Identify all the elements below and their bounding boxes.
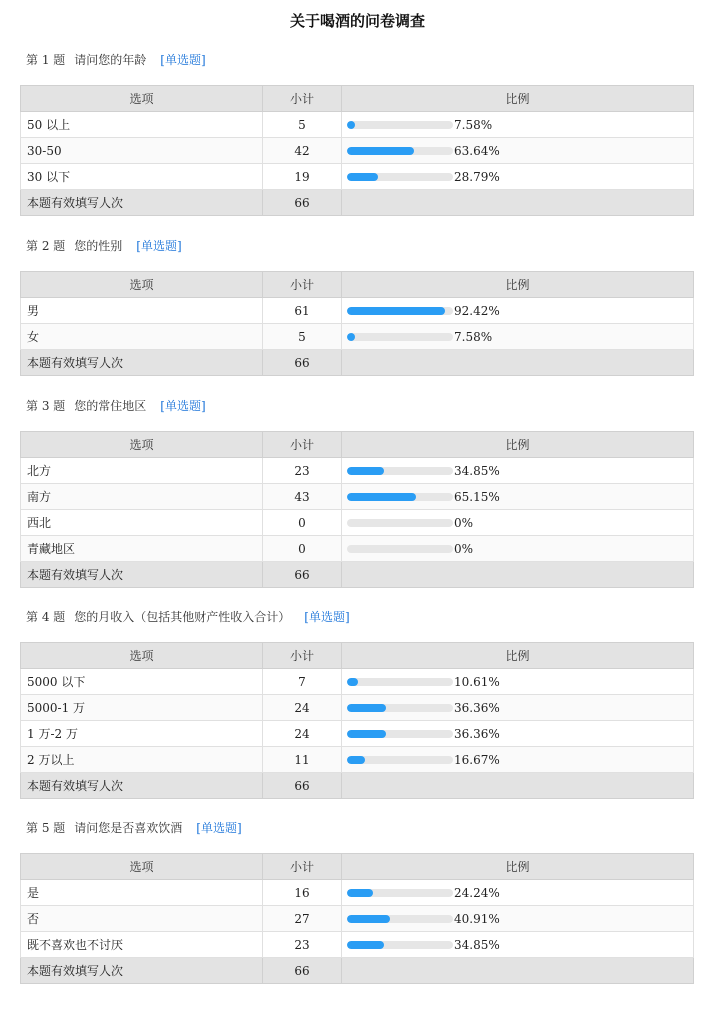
total-count: 66 (263, 773, 342, 799)
option-percent: 36.36% (454, 726, 500, 741)
column-header-ratio: 比例 (342, 272, 694, 298)
result-table (20, 642, 694, 799)
total-ratio-empty (342, 958, 694, 984)
question-text: 您的性别 (74, 239, 123, 253)
question-header (20, 50, 693, 70)
column-header-option: 选项 (21, 432, 263, 458)
total-label: 本题有效填写人次 (21, 350, 263, 376)
total-row (21, 562, 694, 588)
column-header-count: 小计 (263, 432, 342, 458)
option-label: 2 万以上 (21, 747, 263, 773)
option-count: 0 (263, 536, 342, 562)
table-row (21, 747, 694, 773)
progress-bar (347, 173, 453, 181)
option-ratio-cell (342, 138, 694, 164)
column-header-option: 选项 (21, 854, 263, 880)
table-row (21, 510, 694, 536)
progress-bar-fill (347, 730, 386, 738)
total-row (21, 773, 694, 799)
column-header-ratio: 比例 (342, 432, 694, 458)
option-label: 青藏地区 (21, 536, 263, 562)
option-percent: 40.91% (454, 911, 500, 926)
table-row (21, 695, 694, 721)
table-row (21, 164, 694, 190)
question-number: 第 1 题 (26, 53, 66, 67)
total-ratio-empty (342, 350, 694, 376)
question-number: 第 5 题 (26, 821, 66, 835)
column-header-option: 选项 (21, 643, 263, 669)
option-label: 女 (21, 324, 263, 350)
progress-bar (347, 678, 453, 686)
question-number: 第 2 题 (26, 239, 66, 253)
option-ratio-cell (342, 112, 694, 138)
result-table (20, 271, 694, 376)
option-label: 否 (21, 906, 263, 932)
table-row (21, 932, 694, 958)
progress-bar-fill (347, 493, 416, 501)
option-count: 0 (263, 510, 342, 536)
option-ratio-cell (342, 695, 694, 721)
option-percent: 92.42% (454, 303, 500, 318)
option-ratio-cell (342, 536, 694, 562)
table-header-row (21, 432, 694, 458)
progress-bar (347, 941, 453, 949)
progress-bar (347, 467, 453, 475)
table-header-row (21, 272, 694, 298)
table-row (21, 721, 694, 747)
column-header-count: 小计 (263, 86, 342, 112)
option-count: 16 (263, 880, 342, 906)
question-block (20, 607, 693, 799)
question-type-link[interactable]: [单选题] (160, 399, 206, 413)
question-number: 第 3 题 (26, 399, 66, 413)
option-percent: 10.61% (454, 674, 500, 689)
option-label: 50 以上 (21, 112, 263, 138)
progress-bar (347, 121, 453, 129)
column-header-count: 小计 (263, 272, 342, 298)
option-ratio-cell (342, 669, 694, 695)
option-count: 5 (263, 112, 342, 138)
total-label: 本题有效填写人次 (21, 190, 263, 216)
option-percent: 0% (454, 515, 474, 530)
progress-bar-fill (347, 147, 414, 155)
question-header (20, 396, 693, 416)
progress-bar-fill (347, 756, 365, 764)
question-text: 请问您的年龄 (74, 53, 147, 67)
result-table (20, 431, 694, 588)
option-percent: 65.15% (454, 489, 500, 504)
table-row (21, 536, 694, 562)
progress-bar (347, 756, 453, 764)
option-label: 北方 (21, 458, 263, 484)
question-block (20, 396, 693, 588)
progress-bar (347, 545, 453, 553)
option-count: 27 (263, 906, 342, 932)
question-text: 您的常住地区 (74, 399, 147, 413)
table-row (21, 484, 694, 510)
option-label: 1 万-2 万 (21, 721, 263, 747)
question-text: 您的月收入（包括其他财产性收入合计） (74, 610, 291, 624)
table-row (21, 669, 694, 695)
table-row (21, 298, 694, 324)
total-count: 66 (263, 350, 342, 376)
total-label: 本题有效填写人次 (21, 958, 263, 984)
progress-bar-fill (347, 704, 386, 712)
progress-bar-fill (347, 307, 445, 315)
total-row (21, 958, 694, 984)
option-ratio-cell (342, 932, 694, 958)
question-type-link[interactable]: [单选题] (304, 610, 350, 624)
option-ratio-cell (342, 906, 694, 932)
option-percent: 34.85% (454, 463, 500, 478)
option-percent: 16.67% (454, 752, 500, 767)
option-ratio-cell (342, 324, 694, 350)
option-label: 30 以下 (21, 164, 263, 190)
progress-bar (347, 704, 453, 712)
option-count: 7 (263, 669, 342, 695)
option-count: 61 (263, 298, 342, 324)
option-count: 42 (263, 138, 342, 164)
question-type-link[interactable]: [单选题] (160, 53, 206, 67)
progress-bar (347, 493, 453, 501)
progress-bar (347, 333, 453, 341)
option-count: 19 (263, 164, 342, 190)
option-ratio-cell (342, 721, 694, 747)
option-percent: 7.58% (454, 117, 493, 132)
total-ratio-empty (342, 190, 694, 216)
question-type-link[interactable]: [单选题] (136, 239, 182, 253)
progress-bar (347, 889, 453, 897)
progress-bar (347, 915, 453, 923)
option-count: 24 (263, 721, 342, 747)
option-label: 男 (21, 298, 263, 324)
result-table (20, 85, 694, 216)
progress-bar-fill (347, 333, 355, 341)
option-percent: 7.58% (454, 329, 493, 344)
option-percent: 24.24% (454, 885, 500, 900)
option-label: 5000-1 万 (21, 695, 263, 721)
option-count: 11 (263, 747, 342, 773)
option-count: 23 (263, 458, 342, 484)
option-percent: 34.85% (454, 937, 500, 952)
progress-bar-fill (347, 889, 373, 897)
option-label: 西北 (21, 510, 263, 536)
option-ratio-cell (342, 880, 694, 906)
column-header-option: 选项 (21, 86, 263, 112)
progress-bar-fill (347, 915, 390, 923)
table-row (21, 112, 694, 138)
question-text: 请问您是否喜欢饮酒 (74, 821, 183, 835)
option-count: 23 (263, 932, 342, 958)
question-block (20, 50, 693, 216)
option-ratio-cell (342, 484, 694, 510)
total-count: 66 (263, 958, 342, 984)
option-label: 既不喜欢也不讨厌 (21, 932, 263, 958)
table-header-row (21, 86, 694, 112)
column-header-count: 小计 (263, 643, 342, 669)
option-label: 是 (21, 880, 263, 906)
question-header (20, 818, 693, 838)
option-label: 5000 以下 (21, 669, 263, 695)
progress-bar-fill (347, 467, 384, 475)
result-table (20, 853, 694, 984)
question-header (20, 607, 693, 627)
total-ratio-empty (342, 562, 694, 588)
table-row (21, 458, 694, 484)
table-row (21, 138, 694, 164)
option-ratio-cell (342, 164, 694, 190)
option-ratio-cell (342, 510, 694, 536)
total-row (21, 350, 694, 376)
table-row (21, 906, 694, 932)
progress-bar (347, 730, 453, 738)
page-title: 关于喝酒的问卷调查 (289, 12, 425, 30)
column-header-option: 选项 (21, 272, 263, 298)
table-row (21, 324, 694, 350)
option-percent: 0% (454, 541, 474, 556)
total-label: 本题有效填写人次 (21, 562, 263, 588)
option-count: 5 (263, 324, 342, 350)
progress-bar-fill (347, 121, 355, 129)
progress-bar (347, 519, 453, 527)
progress-bar-fill (347, 941, 384, 949)
question-number: 第 4 题 (26, 610, 66, 624)
total-ratio-empty (342, 773, 694, 799)
option-percent: 36.36% (454, 700, 500, 715)
option-ratio-cell (342, 747, 694, 773)
option-ratio-cell (342, 458, 694, 484)
option-label: 30-50 (21, 138, 263, 164)
table-row (21, 880, 694, 906)
option-ratio-cell (342, 298, 694, 324)
table-header-row (21, 854, 694, 880)
column-header-ratio: 比例 (342, 854, 694, 880)
total-label: 本题有效填写人次 (21, 773, 263, 799)
column-header-ratio: 比例 (342, 86, 694, 112)
question-block (20, 818, 693, 984)
question-block (20, 236, 693, 376)
column-header-ratio: 比例 (342, 643, 694, 669)
option-label: 南方 (21, 484, 263, 510)
option-count: 24 (263, 695, 342, 721)
question-header (20, 236, 693, 256)
question-type-link[interactable]: [单选题] (196, 821, 242, 835)
progress-bar (347, 307, 453, 315)
option-count: 43 (263, 484, 342, 510)
option-percent: 63.64% (454, 143, 500, 158)
progress-bar-fill (347, 173, 378, 181)
total-count: 66 (263, 190, 342, 216)
total-row (21, 190, 694, 216)
total-count: 66 (263, 562, 342, 588)
column-header-count: 小计 (263, 854, 342, 880)
progress-bar (347, 147, 453, 155)
table-header-row (21, 643, 694, 669)
option-percent: 28.79% (454, 169, 500, 184)
progress-bar-fill (347, 678, 358, 686)
